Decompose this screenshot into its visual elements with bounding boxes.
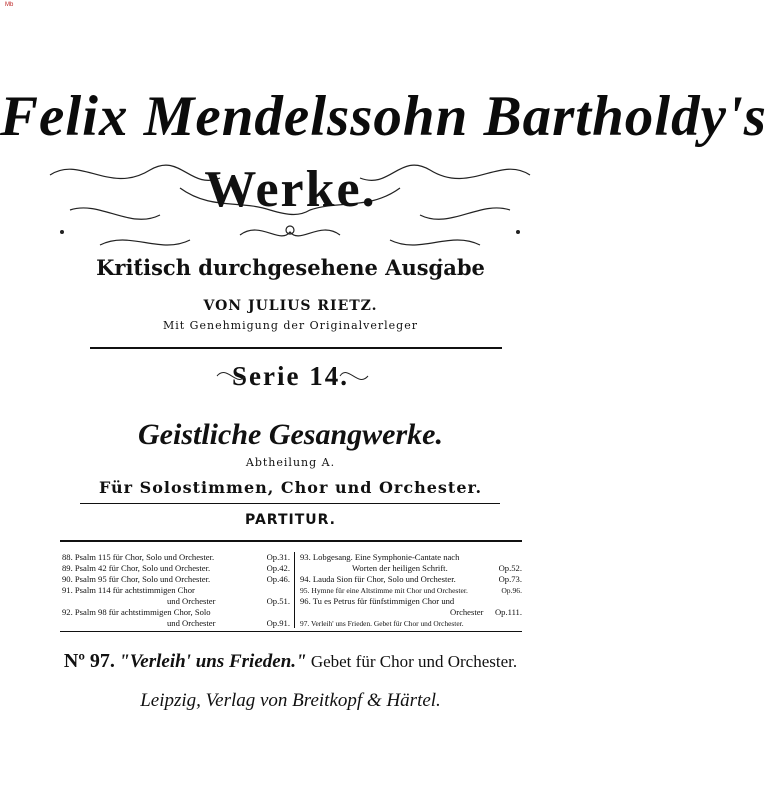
series-name: Geistliche Gesangwerke. bbox=[138, 418, 443, 451]
works-list-right bbox=[300, 552, 522, 629]
editor-line: VON JULIUS RIETZ. bbox=[203, 298, 378, 314]
corner-mark: Mb bbox=[5, 2, 14, 8]
works-list-left bbox=[62, 552, 290, 629]
header-divider bbox=[90, 347, 502, 349]
list-item: 88. Psalm 115 für Chor, Solo und Orchester. Op.31. bbox=[62, 552, 290, 562]
list-item: 92. Psalm 98 für achtstimmigen Chor, Solo bbox=[62, 607, 211, 617]
list-item: 91. Psalm 114 für achtstimmigen Chor bbox=[62, 585, 195, 595]
collected-works-title: Felix Mendelssohn Bartholdy's bbox=[0, 85, 767, 148]
work-number: Nº 97. bbox=[63, 650, 115, 672]
list-item: 95. Hymne für eine Altstimme mit Chor und Orchester. Op.96. bbox=[300, 586, 522, 595]
work-description: Gebet für Chor und Orchester. bbox=[310, 652, 518, 671]
current-work bbox=[0, 650, 581, 673]
list-bottom-divider bbox=[60, 631, 522, 632]
scoring-divider bbox=[80, 503, 500, 504]
division-label: Abtheilung A. bbox=[245, 456, 336, 469]
list-top-divider bbox=[60, 540, 522, 542]
list-item: Orchester Op.111. bbox=[450, 607, 522, 617]
partitur-label: PARTITUR. bbox=[245, 512, 336, 528]
publisher-line: Leipzig, Verlag von Breitkopf & Härtel. bbox=[140, 690, 441, 711]
list-item: und Orchester Op.91. bbox=[167, 618, 290, 628]
list-column-divider bbox=[294, 552, 295, 628]
list-item: 97. Verleih' uns Frieden. Gebet für Chor und Orchester. bbox=[300, 619, 464, 628]
serie-ornament bbox=[215, 358, 370, 394]
permission-line: Mit Genehmigung der Originalverleger bbox=[162, 319, 418, 332]
list-item: 96. Tu es Petrus für fünfstimmigen Chor und bbox=[300, 596, 455, 606]
werke-title: Werke. bbox=[204, 161, 377, 218]
list-item: 93. Lobgesang. Eine Symphonie-Cantate nach bbox=[300, 552, 460, 562]
list-item: 94. Lauda Sion für Chor, Solo und Orchester. Op.73. bbox=[300, 574, 522, 584]
list-item: und Orchester Op.51. bbox=[167, 596, 290, 606]
series-label: Serie 14. bbox=[232, 361, 349, 391]
list-item: Worten der heiligen Schrift. Op.52. bbox=[352, 563, 522, 573]
edition-subtitle: Kritisch durchgesehene Ausgabe bbox=[96, 255, 485, 280]
list-item: 89. Psalm 42 für Chor, Solo und Orchester. Op.42. bbox=[62, 563, 290, 573]
list-item: 90. Psalm 95 für Chor, Solo und Orchester. Op.46. bbox=[62, 574, 290, 584]
work-title: "Verleih' uns Frieden." bbox=[119, 651, 307, 672]
scoring-line: Für Solostimmen, Chor und Orchester. bbox=[98, 478, 483, 497]
